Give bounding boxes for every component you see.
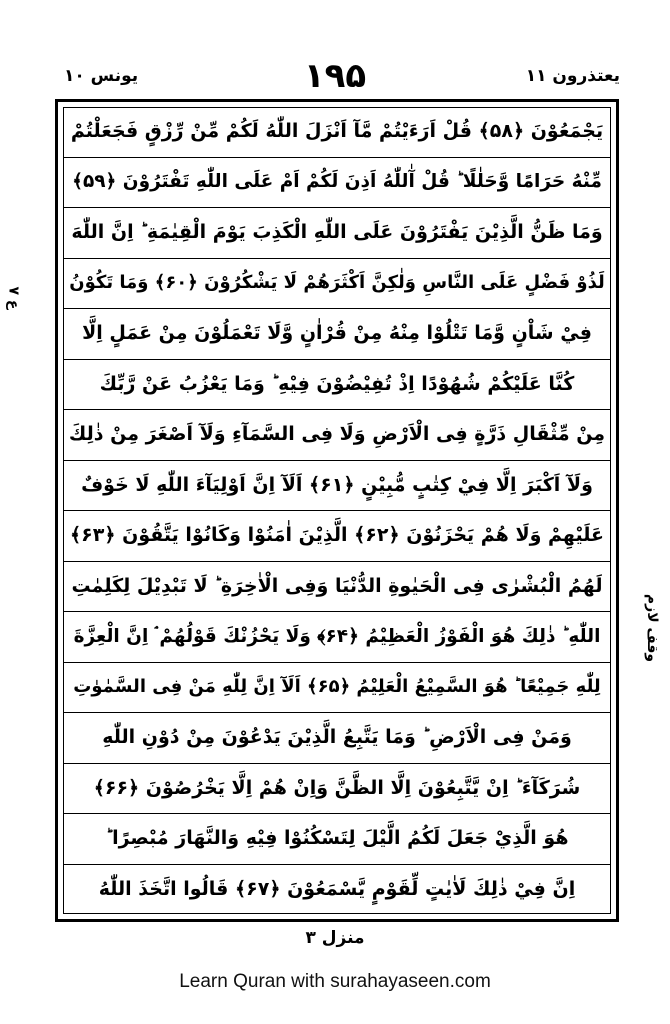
text-line — [63, 764, 611, 815]
verse-text: مِّنْهُ حَرَامًا وَّحَلٰلًا ؕ قُلْ آٰللّٰهُ اَذِنَ لَكُمْ اَمْ عَلَى اللّٰهِ تَفْتَرُوْنَ ﴿۵۹﴾ — [72, 171, 602, 193]
text-line — [63, 360, 611, 411]
verse-text: عَلَيْهِمْ وَلَا هُمْ يَحْزَنُوْنَ ﴿۶۲﴾ الَّذِيْنَ اٰمَنُوْا وَكَانُوْا يَتَّقُوْنَ ﴿۶۳﴾ — [70, 524, 604, 547]
text-line — [63, 663, 611, 714]
text-line — [63, 612, 611, 663]
page-number: ۱۹۵ — [303, 56, 367, 96]
ruku-margin-note: ع ۷ — [5, 286, 22, 310]
surah-name: یونس ۱۰ — [64, 66, 139, 86]
text-line — [63, 107, 611, 158]
verse-text: لِلّٰهِ جَمِيْعًا ؕ هُوَ السَّمِيْعُ الْعَلِيْمُ ﴿۶۵﴾ اَلَآ اِنَّ لِلّٰهِ مَنْ فِى السَّمٰوٰتِ — [73, 676, 601, 698]
verse-text: شُرَكَآءَ ؕ اِنْ يَّتَّبِعُوْنَ اِلَّا الظَّنَّ وَاِنْ هُمْ اِلَّا يَخْرُصُوْنَ ﴿۶۶﴾ — [93, 776, 581, 799]
verse-text: هُوَ الَّذِيْ جَعَلَ لَكُمُ الَّيْلَ لِتَسْكُنُوْا فِيْهِ وَالنَّهَارَ مُبْصِرًا ؕ — [105, 827, 569, 850]
verse-text: وَمَا ظَنُّ الَّذِيْنَ يَفْتَرُوْنَ عَلَى اللّٰهِ الْكَذِبَ يَوْمَ الْقِيٰمَةِ ؕ اِنَّ اللّٰهَ — [71, 221, 603, 244]
verse-text: وَلَآ اَكْبَرَ اِلَّا فِيْ كِتٰبٍ مُّبِيْنٍ ﴿۶۱﴾ اَلَآ اِنَّ اَوْلِيَآءَ اللّٰهِ لَا خَوْفٌ — [81, 473, 593, 496]
verse-text: مِنْ مِّثْقَالِ ذَرَّةٍ فِى الْاَرْضِ وَلَا فِى السَّمَآءِ وَلَآ اَصْغَرَ مِنْ ذٰلِكَ — [68, 423, 606, 446]
text-line — [63, 511, 611, 562]
waqf-margin-note: وقف لازم — [644, 593, 661, 663]
verse-text: لَذُوْ فَضْلٍ عَلَى النَّاسِ وَلٰكِنَّ اَكْثَرَهُمْ لَا يَشْكُرُوْنَ ﴿۶۰﴾ وَمَا تَكُوْنُ — [69, 272, 605, 294]
verse-text: لَهُمُ الْبُشْرٰى فِى الْحَيٰوةِ الدُّنْيَا وَفِى الْاٰخِرَةِ ؕ لَا تَبْدِيْلَ لِكَلِمٰتِ — [71, 574, 603, 597]
text-line — [63, 158, 611, 209]
verse-text: اِنَّ فِيْ ذٰلِكَ لَاٰيٰتٍ لِّقَوْمٍ يَّسْمَعُوْنَ ﴿۶۷﴾ قَالُوا اتَّخَذَ اللّٰهُ — [98, 877, 576, 900]
text-line — [63, 410, 611, 461]
juz-name: یعتذرون ۱۱ — [525, 66, 620, 86]
manzil-label: منزل ۳ — [305, 928, 365, 948]
verse-text: اللّٰهِ ؕ ذٰلِكَ هُوَ الْفَوْزُ الْعَظِيْمُ ﴿۶۴﴾ وَلَا يَحْزُنْكَ قَوْلُهُمْ ۘ اِنَّ الْعِزَّةَ — [73, 625, 601, 647]
verse-text: فِيْ شَاْنٍ وَّمَا تَتْلُوْا مِنْهُ مِنْ قُرْاٰنٍ وَّلَا تَعْمَلُوْنَ مِنْ عَمَلٍ اِلَّا — [82, 322, 592, 345]
text-line — [63, 814, 611, 865]
verse-text: وَمَنْ فِى الْاَرْضِ ؕ وَمَا يَتَّبِعُ الَّذِيْنَ يَدْعُوْنَ مِنْ دُوْنِ اللّٰهِ — [102, 726, 572, 749]
text-line — [63, 309, 611, 360]
text-line — [63, 259, 611, 310]
text-line — [63, 865, 611, 915]
verse-text: يَجْمَعُوْنَ ﴿۵۸﴾ قُلْ اَرَءَيْتُمْ مَّآ اَنْزَلَ اللّٰهُ لَكُمْ مِّنْ رِّزْقٍ فَجَعَلْتُمْ — [70, 120, 604, 143]
text-line — [63, 461, 611, 512]
text-line — [63, 713, 611, 764]
verse-text: كُنَّا عَلَيْكُمْ شُهُوْدًا اِذْ تُفِيْضُوْنَ فِيْهِ ؕ وَمَا يَعْزُبُ عَنْ رَّبِّكَ — [99, 372, 575, 395]
text-line — [63, 208, 611, 259]
footer-credit: Learn Quran with surahayaseen.com — [179, 971, 491, 992]
quran-text-block — [63, 107, 611, 914]
text-line — [63, 562, 611, 613]
